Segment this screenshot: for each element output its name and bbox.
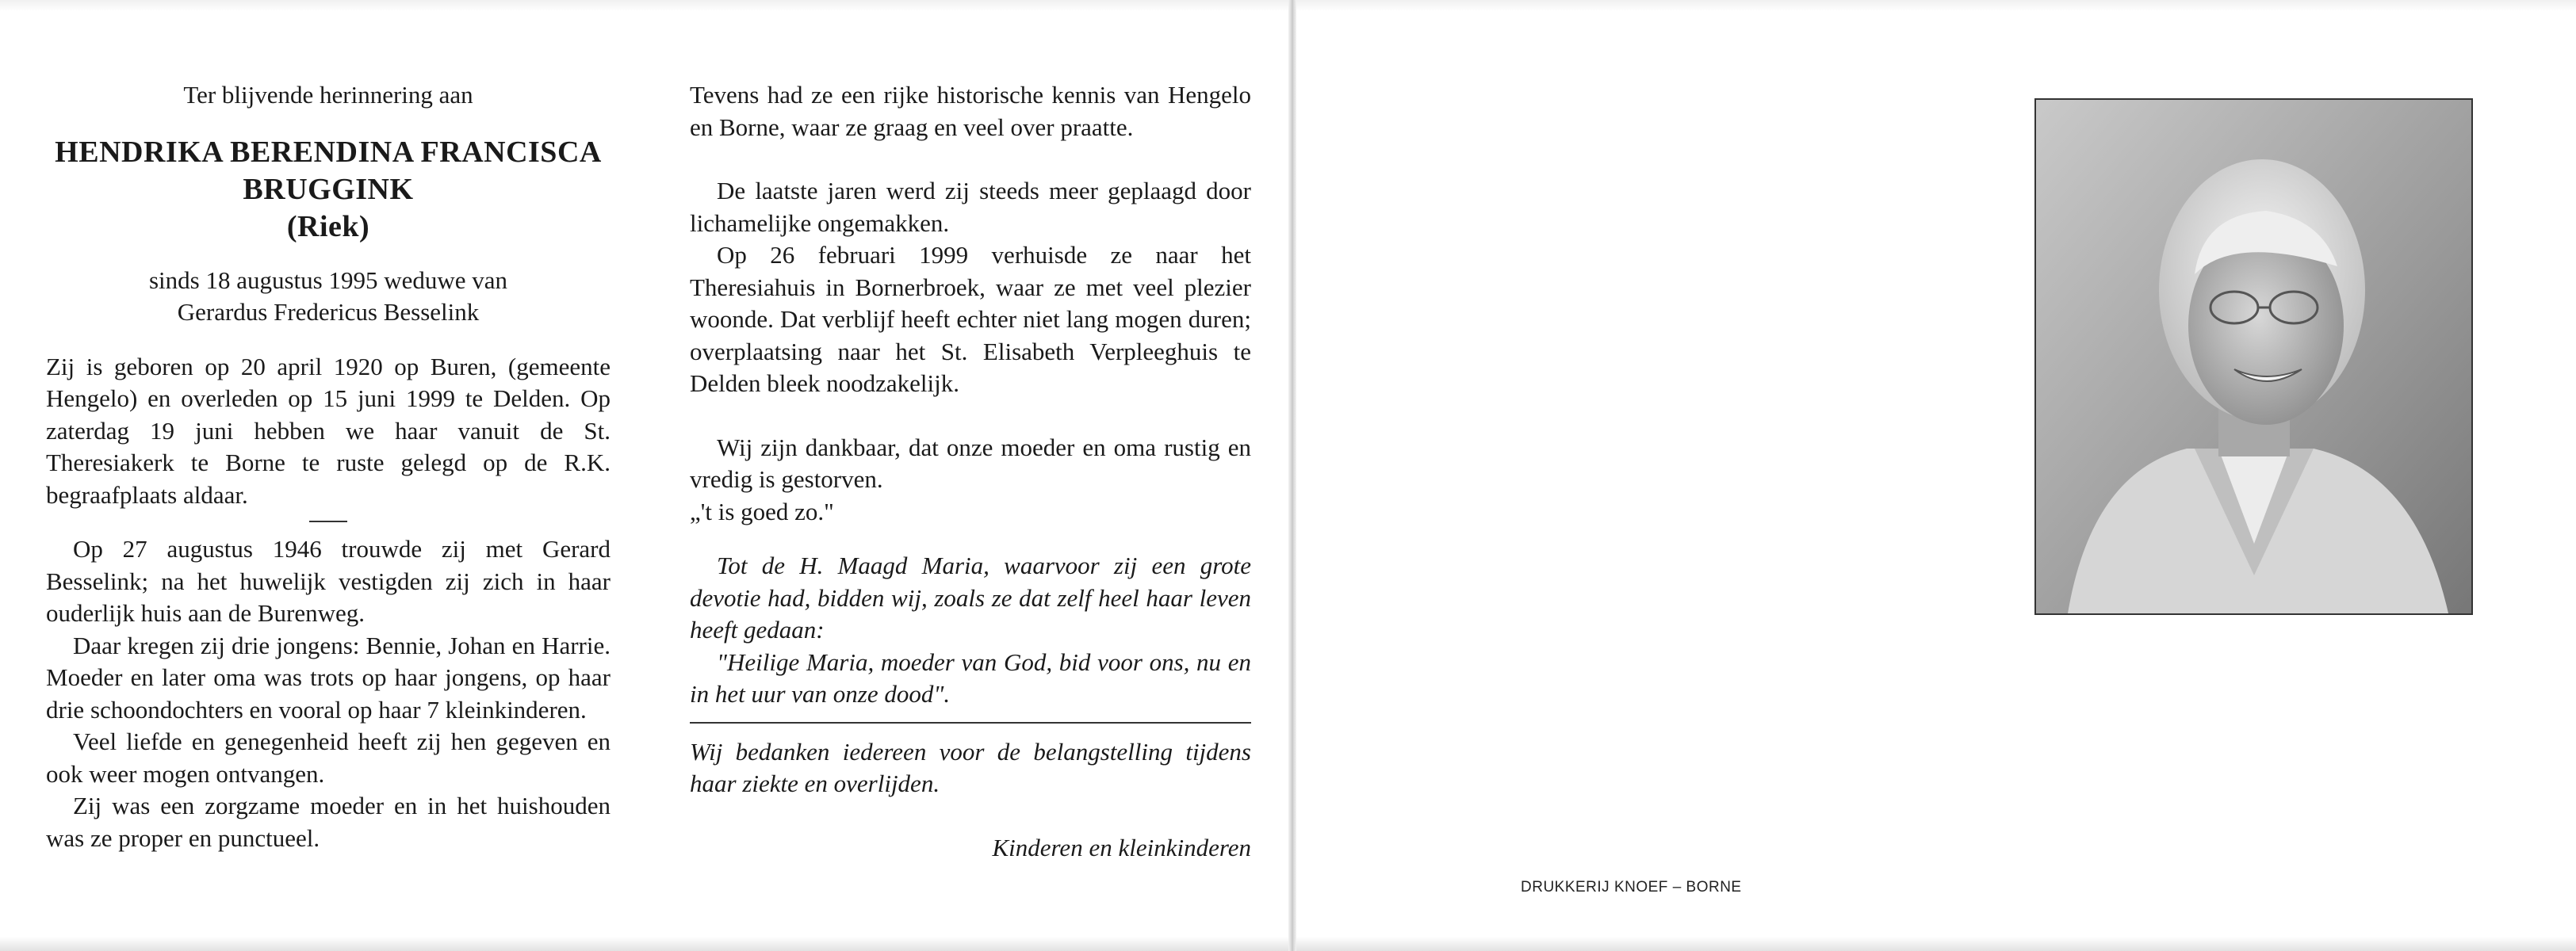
children-paragraph: Daar kregen zij drie jongens: Bennie, Johan en Harrie. Moeder en later oma was trots op haar jongens, op haar drie schoondochters en vooral op haar 7 kleinkinderen.: [46, 631, 611, 724]
prayer-text: "Heilige Maria, moeder van God, bid voor ons, nu en in het uur van onze dood".: [690, 647, 1251, 708]
portrait-illustration: [2036, 100, 2471, 613]
care-paragraph: Zij was een zorgzame moeder en in het huishouden was ze proper en punctueel.: [46, 792, 611, 852]
widow-line1: sinds 18 augustus 1995 weduwe van: [148, 265, 508, 294]
birth-paragraph: Zij is geboren op 20 april 1920 op Buren, (gemeente Hengelo) en overleden op 15 juni 1999 te Delden. Op zaterdag 19 juni hebben we haar vanuit de St. Theresiakerk te Borne te ruste gelegd op de R.K. begraafplaats aldaar.: [46, 352, 611, 509]
years-paragraph: De laatste jaren werd zij steeds meer geplaagd door lichamelijke ongemakken.: [690, 177, 1251, 237]
deceased-nickname: (Riek): [286, 209, 370, 243]
section-divider: [309, 521, 347, 522]
love-paragraph: Veel liefde en genegenheid heeft zij hen gegeven en ook weer mogen ontvangen.: [46, 728, 611, 788]
card-fold-line: [1288, 0, 1296, 951]
portrait-photo: [2034, 98, 2473, 615]
deceased-name-line2: BRUGGINK: [243, 172, 414, 206]
deceased-name-line1: HENDRIKA BERENDINA FRANCISCA: [55, 135, 602, 169]
grateful-paragraph: Wij zijn dankbaar, dat onze moeder en oma rustig en vredig is gestorven.: [690, 433, 1251, 493]
quote-text: „'t is goed zo.": [690, 497, 834, 525]
widow-line2: Gerardus Fredericus Besselink: [177, 298, 480, 326]
history-paragraph: Tevens had ze een rijke historische kennis van Hengelo en Borne, waar ze graag en veel over praatte.: [690, 81, 1251, 141]
printer-credit: DRUKKERIJ KNOEF – BORNE: [1521, 879, 1742, 896]
intro-text: Ter blijvende herinnering aan: [183, 81, 473, 109]
thanks-divider: [690, 722, 1251, 724]
move-paragraph: Op 26 februari 1999 verhuisde ze naar het Theresiahuis in Bornerbroek, waar ze met veel plezier woonde. Dat verblijf heeft echter niet lang mogen duren; overplaatsing naar het St. Elisabeth Verpleeghuis te Delden bleek noodzakelijk.: [690, 241, 1251, 397]
middle-text-column: [690, 79, 1251, 864]
devotion-paragraph: Tot de H. Maagd Maria, waarvoor zij een grote devotie had, bidden wij, zoals ze dat zelf heel haar leven heeft gedaan:: [690, 552, 1251, 644]
marriage-paragraph: Op 27 augustus 1946 trouwde zij met Gerard Besselink; na het huwelijk vestigden zij zich in haar ouderlijk huis aan de Burenweg.: [46, 535, 611, 627]
left-text-column: [46, 79, 611, 854]
signature-text: Kinderen en kleinkinderen: [992, 833, 1251, 861]
thanks-paragraph: Wij bedanken iedereen voor de belangstelling tijdens haar ziekte en overlijden.: [690, 737, 1251, 797]
